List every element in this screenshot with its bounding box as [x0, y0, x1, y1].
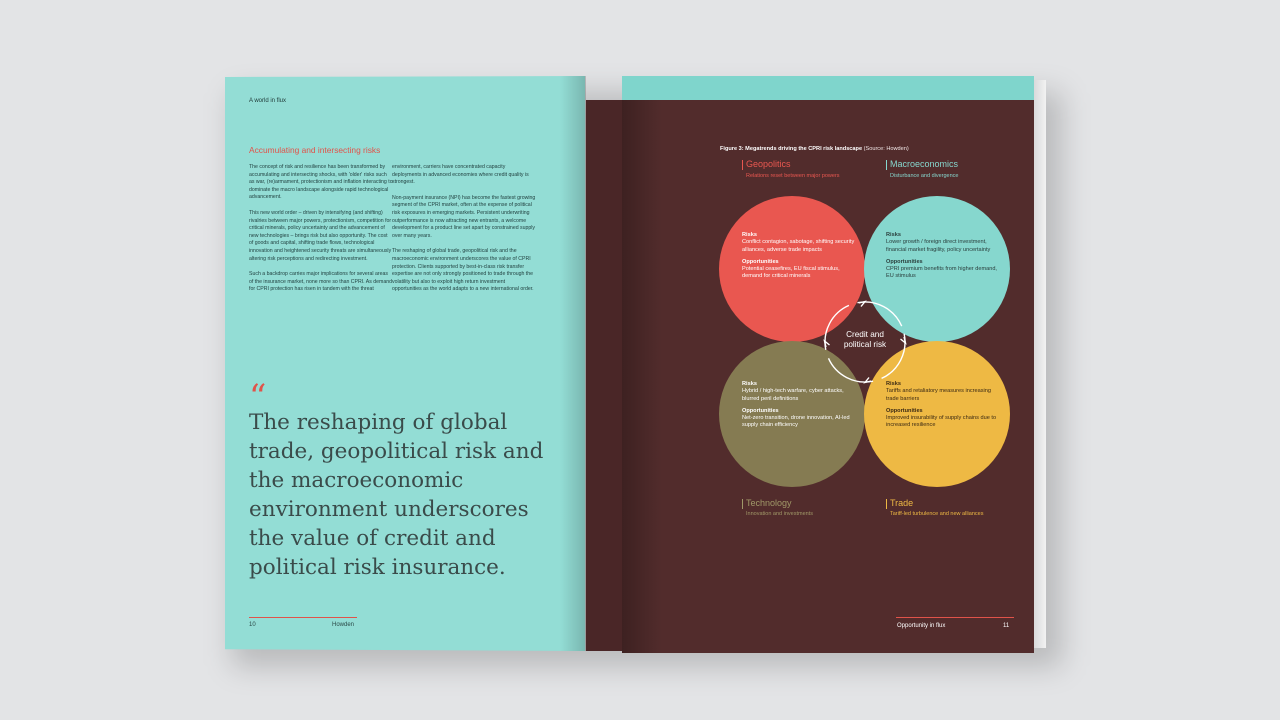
quadrant-tick [742, 499, 743, 509]
quadrant-title-trade: Trade [890, 498, 914, 508]
quadrant-subtitle-trade: Tariff-led turbulence and new alliances [890, 511, 984, 517]
right-page-gutter-shade [622, 100, 662, 653]
left-page-gutter-shade [560, 76, 586, 651]
quadrant-title-macroeconomics: Macroeconomics [890, 159, 959, 169]
figure-title [720, 146, 909, 152]
center-label: Credit and political risk [843, 330, 887, 349]
opportunities-heading: Opportunities [742, 258, 779, 265]
body-column-2 [392, 164, 536, 302]
body-column-1 [249, 164, 393, 302]
risks-heading: Risks [742, 232, 757, 238]
risks-text: Lower growth / foreign direct investment, financial market fragility, policy uncertainty [886, 239, 991, 253]
quadrant-title-geopolitics: Geopolitics [746, 159, 791, 169]
quadrant-subtitle-technology: Innovation and investments [746, 511, 813, 517]
paragraph: Such a backdrop carries major implications for several areas of the insurance market, none more so than CPRI. As demand for CPRI protection has risen in tandem with the threat [249, 271, 393, 293]
pull-quote: The reshaping of global trade, geopolitical risk and the macroeconomic environment underscores the value of credit and political risk insurance. [249, 410, 544, 580]
opportunities-heading: Opportunities [742, 407, 779, 414]
right-page-top-band [622, 76, 1034, 100]
risks-text: Conflict contagion, sabotage, shifting security alliances, adverse trade impacts [742, 239, 855, 253]
macroeconomics-circle-text [886, 232, 1004, 281]
opportunities-heading: Opportunities [886, 258, 923, 265]
quadrant-subtitle-macroeconomics: Disturbance and divergence [890, 173, 959, 179]
quadrant-tick [886, 499, 887, 509]
geopolitics-circle-text [742, 232, 860, 281]
paragraph: The concept of risk and resilience has been transformed by accumulating and intersecting shocks, with 'older' risks such as war, (re)armament, protectionism and inflation interacting to dominate the macro landscape alongside rapid technological advancement. [249, 164, 393, 201]
quadrant-tick [886, 160, 887, 170]
figure-title-text: Figure 3: Megatrends driving the CPRI risk landscape [720, 146, 863, 152]
opportunities-text: Potential ceasefires, EU fiscal stimulus, demand for critical minerals [742, 266, 840, 280]
opportunities-text: CPRI premium benefits from higher demand, EU stimulus [886, 266, 997, 280]
opportunities-text: Improved insurability of supply chains due to increased resilience [886, 415, 997, 429]
risks-heading: Risks [886, 232, 901, 238]
risks-text: Tariffs and retaliatory measures increasing trade barriers [886, 388, 991, 402]
quadrant-tick [742, 160, 743, 170]
page-number-left: 10 [249, 622, 256, 628]
opportunities-text: Net-zero transition, drone innovation, AI-led supply chain efficiency [742, 415, 850, 429]
opportunities-heading: Opportunities [886, 407, 923, 414]
spine-shadow [586, 100, 624, 651]
quote-mark-icon: “ [249, 377, 267, 417]
risks-heading: Risks [742, 381, 757, 387]
quadrant-subtitle-geopolitics: Relations reset between major powers [746, 173, 840, 179]
paragraph: This new world order – driven by intensifying (and shifting) rivalries between major powers, protectionism, competition for critical minerals, policy uncertainty and the advancement of new technologies – brings risk but also opportunity. The cost of goods and capital, shifting trade flows, technological innovation and heightened security threats are simultaneously altering risk perceptions and redirecting investment. [249, 209, 392, 262]
figure-source: (Source: Howden) [863, 146, 909, 152]
footer-brand: Howden [332, 622, 355, 628]
paragraph: environment, carriers have concentrated capacity deployments in advanced economies where credit quality is strongest. [392, 164, 529, 186]
paragraph: The reshaping of global trade, geopolitical risk and the macroeconomic environment underscores the value of CPRI protection. Clients supported by best-in-class risk transfer expertise are not only strongly positioned to trade through the volatility but also to exploit high return investment opportunities as the world adapts to a new international order. [392, 248, 534, 293]
running-head: A world in flux [249, 98, 287, 104]
paragraph: Non-payment insurance (NPI) has become the fastest growing segment of the CPRI market, often at the expense of political risk exposures in emerging markets. Persistent underwriting outperformance is now attracting new entrants, a welcome development for a product line set apart by constrained supply over many years. [392, 194, 536, 239]
page-stack-edge [1034, 80, 1046, 648]
footer-rule [896, 617, 1014, 618]
footer-rule [249, 617, 357, 618]
risks-heading: Risks [886, 381, 901, 387]
risks-text: Hybrid / high-tech warfare, cyber attacks, blurred peril definitions [742, 388, 844, 402]
page-number-right: 11 [1003, 623, 1010, 629]
footer-title: Opportunity in flux [897, 623, 946, 629]
quadrant-title-technology: Technology [746, 498, 792, 508]
section-heading: Accumulating and intersecting risks [249, 145, 381, 155]
